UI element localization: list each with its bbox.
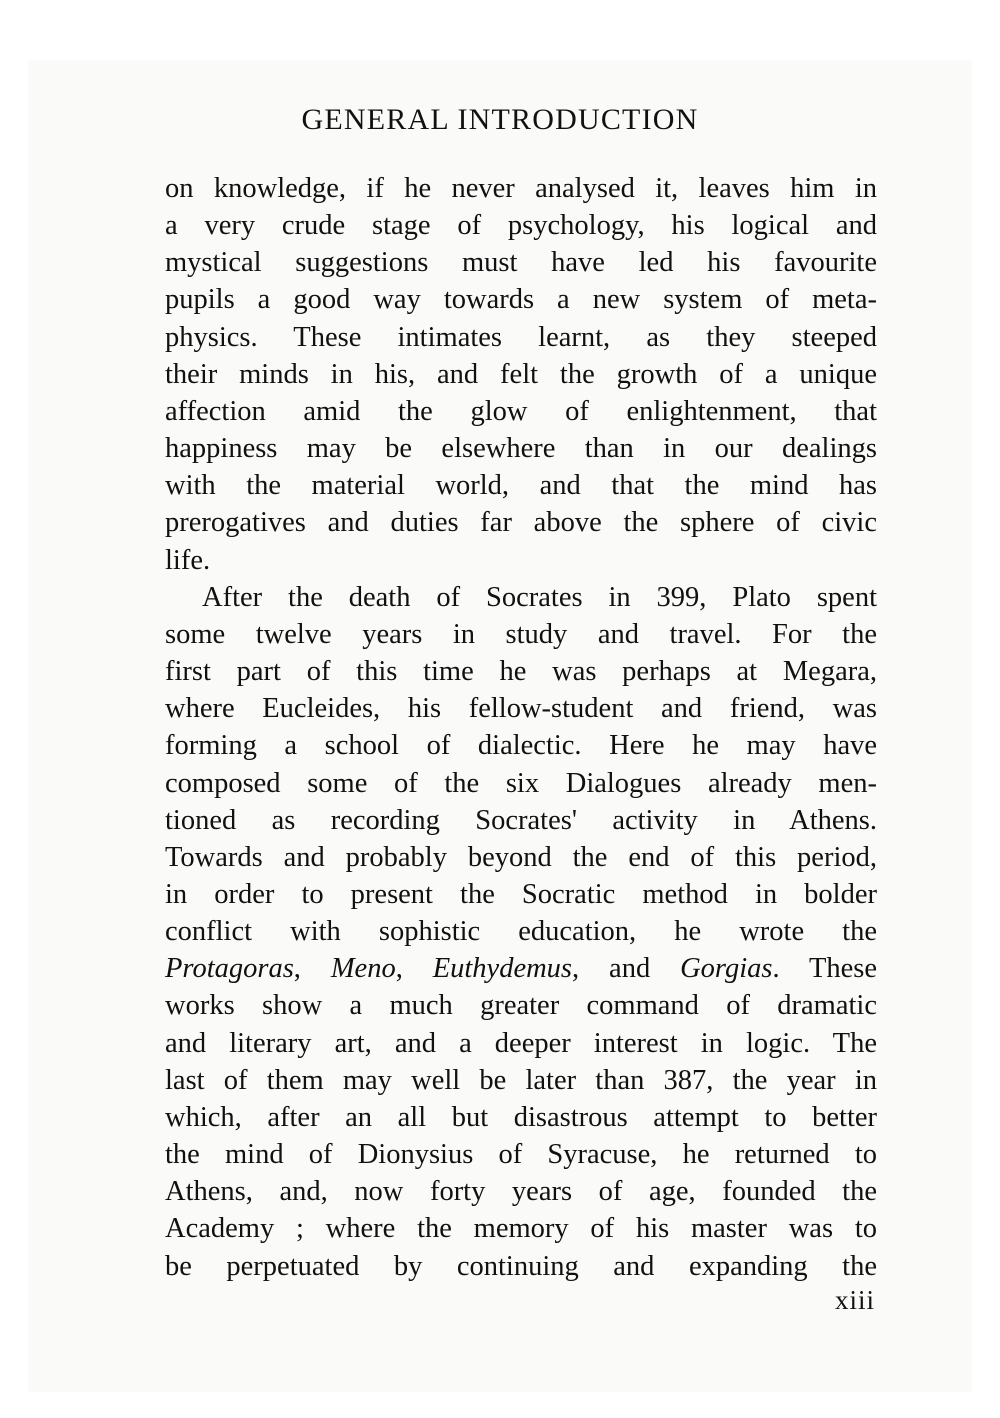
text-line: works show a much greater command of dramatic <box>165 990 877 1022</box>
body-text <box>165 170 877 1285</box>
text-line: After the death of Socrates in 399, Plato spent <box>202 581 877 613</box>
text-line: which, after an all but disastrous attempt to better <box>165 1101 877 1133</box>
title-euthydemus: Euthydemus <box>432 953 573 985</box>
text-line: last of them may well be later than 387, the year in <box>165 1064 877 1096</box>
text-line: with the material world, and that the mind has <box>165 470 877 502</box>
text-line: conflict with sophistic education, he wrote the <box>165 916 877 948</box>
title-gorgias: Gorgias <box>680 953 773 985</box>
page-number: xiii <box>834 1285 875 1315</box>
text-line: and literary art, and a deeper interest in logic. The <box>165 1027 877 1059</box>
text-line: prerogatives and duties far above the sphere of civic <box>165 507 877 539</box>
text-line: pupils a good way towards a new system of meta- <box>165 284 877 316</box>
text-line: mystical suggestions must have led his favourite <box>165 247 877 279</box>
text-line: be perpetuated by continuing and expanding the <box>165 1250 877 1282</box>
text-line: some twelve years in study and travel. For the <box>165 618 877 650</box>
text-line: on knowledge, if he never analysed it, leaves him in <box>165 173 877 204</box>
text-line: Academy ; where the memory of his master was to <box>165 1213 877 1245</box>
title-meno: Meno <box>330 953 396 985</box>
line-end-word: These <box>808 953 878 985</box>
text-line: physics. These intimates learnt, as they steeped <box>165 321 877 353</box>
text-line: forming a school of dialectic. Here he may have <box>165 730 877 762</box>
text-line: tioned as recording Socrates' activity in Athens. <box>165 804 877 836</box>
text-line: composed some of the six Dialogues already men- <box>165 767 877 799</box>
text-line: affection amid the glow of enlightenment, that <box>165 395 877 427</box>
text-line: happiness may be elsewhere than in our dealings <box>165 433 877 465</box>
paragraph-1 <box>165 170 877 579</box>
text-line: Towards and probably beyond the end of this period, <box>165 841 877 873</box>
text-line: where Eucleides, his fellow-student and friend, was <box>165 693 877 725</box>
paragraph-2 <box>165 579 877 1285</box>
text-line: in order to present the Socratic method in bolder <box>165 878 877 910</box>
text-line: the mind of Dionysius of Syracuse, he returned to <box>165 1139 877 1171</box>
title-protagoras: Protagoras <box>165 953 294 985</box>
running-head: GENERAL INTRODUCTION <box>301 103 699 136</box>
text-line: life. <box>165 544 211 576</box>
text-line: a very crude stage of psychology, his logical and <box>165 210 877 242</box>
text-line: their minds in his, and felt the growth of a unique <box>165 358 877 390</box>
text-line-with-titles: Protagoras, Meno, Euthydemus, and Gorgias. These <box>165 953 878 985</box>
text-line: Athens, and, now forty years of age, founded the <box>165 1176 877 1208</box>
conjunction: and <box>609 953 651 985</box>
text-line: first part of this time he was perhaps at Megara, <box>165 656 877 688</box>
